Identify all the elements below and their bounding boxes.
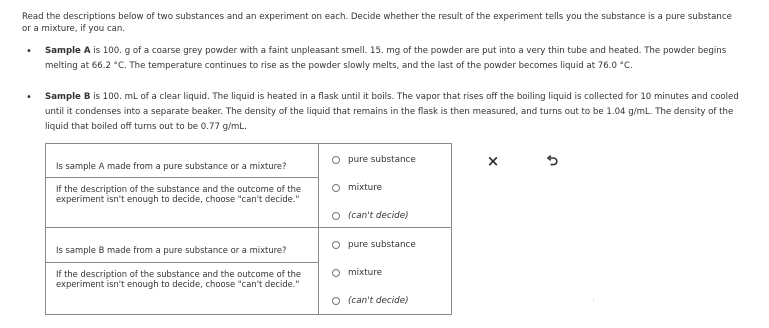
answer-table xyxy=(45,143,452,315)
divider xyxy=(593,298,594,301)
question-b-note: If the description of the substance and the outcome of the experiment isn't enough to decide, choose "can't decide." xyxy=(56,269,302,289)
sample-b-text: is 100. mL of a clear liquid. The liquid is heated in a flask until it boils. The vapor that rises off the boiling liquid is collected for 10 minutes and cooled until it condenses into a separate beaker. The density of the liquid that remains in the flask is then measured, and turns out to be 1.04 g/mL. The density of the liquid that boiled off turns out to be 0.77 g/mL. xyxy=(45,92,739,132)
option-a-pure-substance[interactable]: pure substance xyxy=(332,155,416,165)
option-a-cant-decide[interactable]: (can't decide) xyxy=(332,211,409,221)
radio-button[interactable] xyxy=(332,241,340,249)
bullet-icon: • xyxy=(26,46,32,57)
question-divider xyxy=(46,262,318,263)
bullet-icon: • xyxy=(26,92,32,103)
option-b-cant-decide[interactable]: (can't decide) xyxy=(332,296,409,306)
question-a-text: Is sample A made from a pure substance or a mixture? xyxy=(56,161,287,171)
sample-a-description xyxy=(26,44,751,74)
undo-button[interactable] xyxy=(540,150,564,172)
sample-b-label: Sample B xyxy=(45,92,91,102)
radio-button[interactable] xyxy=(332,156,340,164)
sample-a-text: is 100. g of a coarse grey powder with a faint unpleasant smell. 15. mg of the powder are put into a very thin tube and heated. The powder begins melting at 66.2 °C. The temperature continues to rise as the powder slowly melts, and the last of the powder becomes liquid at 76.0 °C. xyxy=(45,46,727,71)
question-a-note: If the description of the substance and the outcome of the experiment isn't enough to decide, choose "can't decide." xyxy=(56,184,302,204)
sample-b-description xyxy=(26,90,751,135)
radio-button[interactable] xyxy=(332,184,340,192)
option-b-mixture[interactable]: mixture xyxy=(332,268,382,278)
instructions-text: Read the descriptions below of two substances and an experiment on each. Decide whether the result of the experiment tells you the substance is a pure substance or a mixture, if you can. xyxy=(22,12,732,34)
radio-button[interactable] xyxy=(332,297,340,305)
undo-icon xyxy=(547,155,558,167)
radio-button[interactable] xyxy=(332,269,340,277)
clear-button[interactable] xyxy=(481,150,505,172)
question-row-b xyxy=(46,228,451,315)
question-row-a xyxy=(46,144,451,228)
option-a-mixture[interactable]: mixture xyxy=(332,183,382,193)
question-b-text: Is sample B made from a pure substance or a mixture? xyxy=(56,245,287,255)
radio-button[interactable] xyxy=(332,212,340,220)
close-icon: × xyxy=(486,152,500,170)
sample-a-label: Sample A xyxy=(45,46,91,56)
question-divider xyxy=(46,177,318,178)
option-b-pure-substance[interactable]: pure substance xyxy=(332,240,416,250)
